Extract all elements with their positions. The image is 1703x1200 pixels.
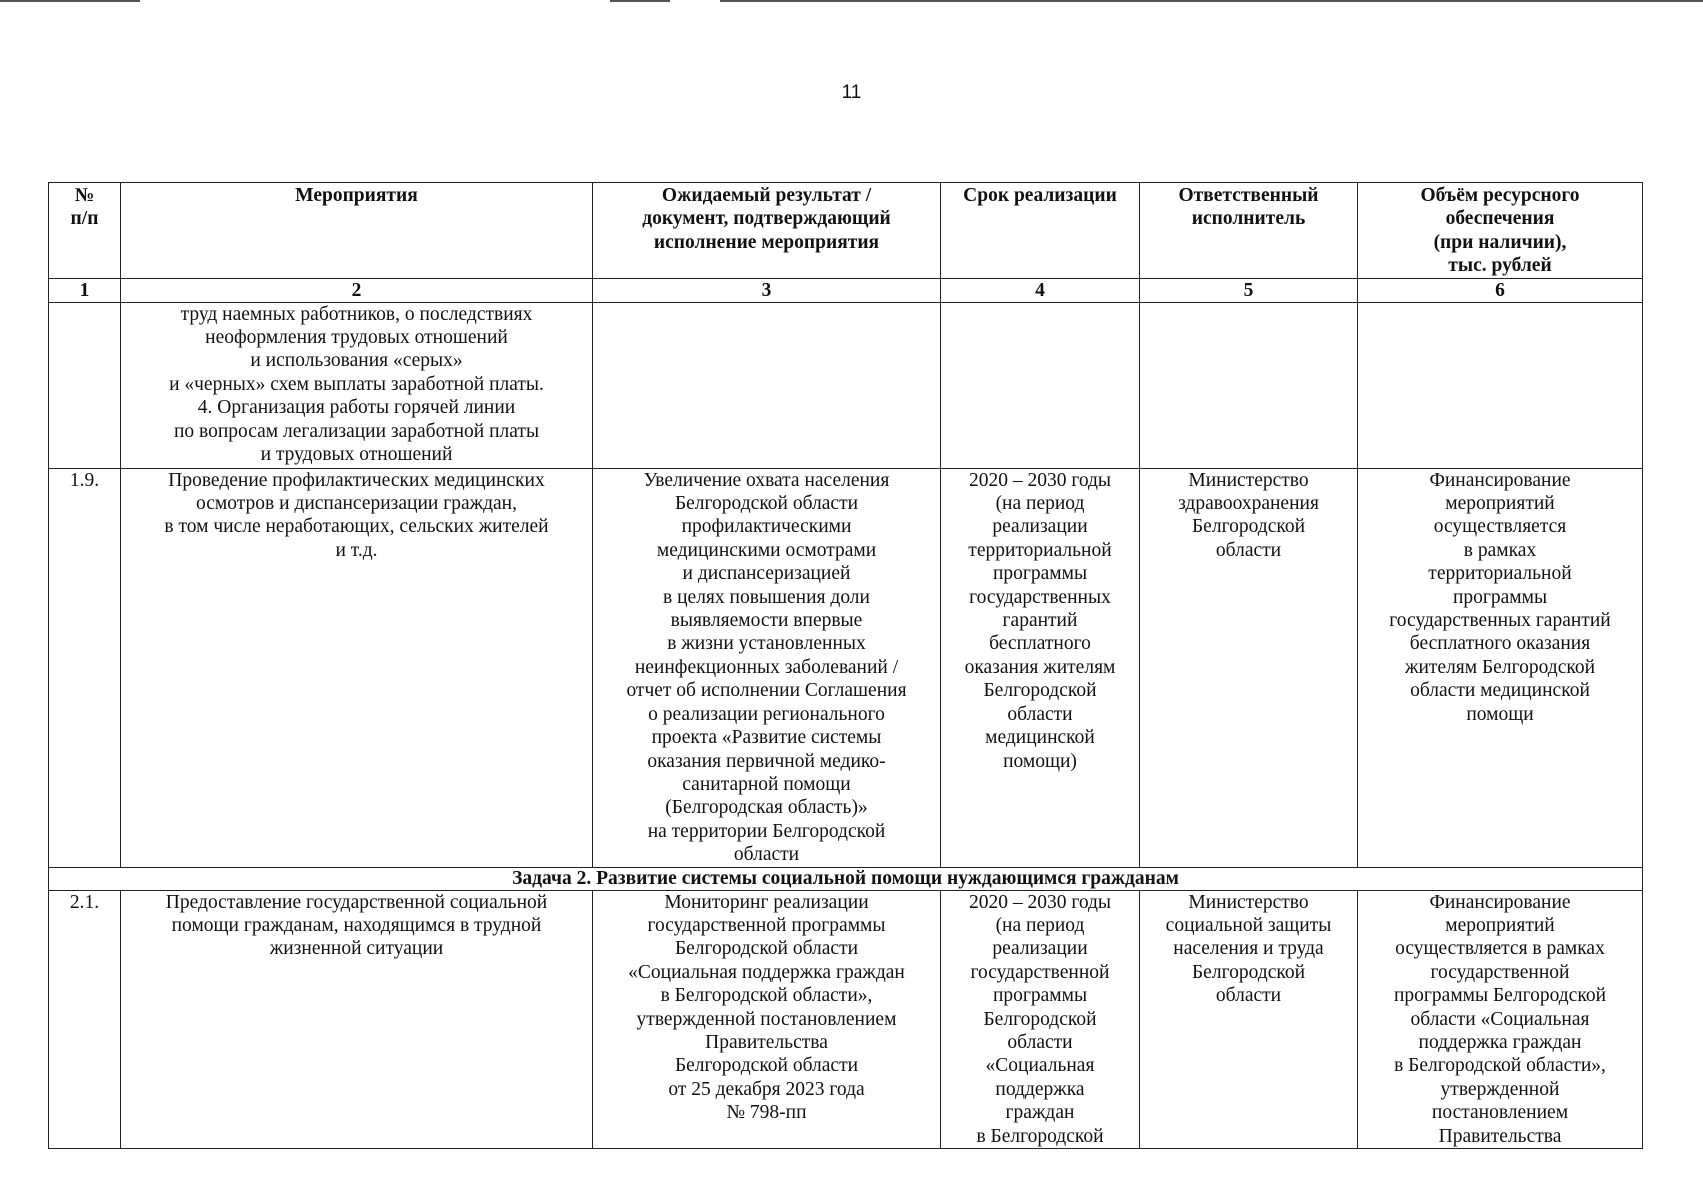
- row-measure: Проведение профилактических медицинских осмотров и диспансеризации граждан, в том числе неработающих, сельских жителей и т.д.: [121, 468, 593, 867]
- table-row: [49, 302, 1643, 468]
- column-number: 2: [121, 278, 593, 302]
- column-number: 1: [49, 278, 121, 302]
- column-number: 6: [1358, 278, 1643, 302]
- table-row: [49, 468, 1643, 867]
- scan-edge-line: [0, 0, 140, 2]
- row-term: [941, 302, 1140, 468]
- header-measures: Мероприятия: [121, 183, 593, 279]
- row-number: 1.9.: [49, 468, 121, 867]
- row-funding: Финансирование мероприятий осуществляется в рамках государственной программы Белгородской области «Социальная поддержка граждан в Белгородской области», утвержденной постановлением Правительства: [1358, 890, 1643, 1148]
- row-measure: труд наемных работников, о последствиях неоформления трудовых отношений и использования «серых» и «черных» схем выплаты заработной платы. 4. Организация работы горячей линии по вопросам легализации заработной платы и трудовых отношений: [121, 302, 593, 468]
- row-funding: Финансирование мероприятий осуществляется в рамках территориальной программы государственных гарантий бесплатного оказания жителям Белгородской области медицинской помощи: [1358, 468, 1643, 867]
- row-number: [49, 302, 121, 468]
- row-number: 2.1.: [49, 890, 121, 1148]
- task-heading: Задача 2. Развитие системы социальной помощи нуждающимся гражданам: [49, 867, 1643, 890]
- header-expected-result: Ожидаемый результат / документ, подтверждающий исполнение мероприятия: [593, 183, 941, 279]
- task-heading-row: [49, 867, 1643, 890]
- row-result: Увеличение охвата населения Белгородской области профилактическими медицинскими осмотрами и диспансеризацией в целях повышения доли выявляемости впервые в жизни установленных неинфекционных заболеваний / отчет об исполнении Соглашения о реализации регионального проекта «Развитие системы оказания первичной медико- санитарной помощи (Белгородская область)» на территории Белгородской области: [593, 468, 941, 867]
- column-number-row: [49, 278, 1643, 302]
- header-executor: Ответственный исполнитель: [1140, 183, 1358, 279]
- action-plan-table: [48, 182, 1643, 1149]
- row-term: 2020 – 2030 годы (на период реализации государственной программы Белгородской области «Социальная поддержка граждан в Белгородской: [941, 890, 1140, 1148]
- column-number: 5: [1140, 278, 1358, 302]
- row-executor: Министерство здравоохранения Белгородской области: [1140, 468, 1358, 867]
- header-number: № п/п: [49, 183, 121, 279]
- row-result: [593, 302, 941, 468]
- scan-edge-line: [720, 0, 1703, 2]
- row-result: Мониторинг реализации государственной программы Белгородской области «Социальная поддержка граждан в Белгородской области», утвержденной постановлением Правительства Белгородской области от 25 декабря 2023 года № 798-пп: [593, 890, 941, 1148]
- row-term: 2020 – 2030 годы (на период реализации территориальной программы государственных гарантий бесплатного оказания жителям Белгородской области медицинской помощи): [941, 468, 1140, 867]
- table-header-row: [49, 183, 1643, 279]
- header-term: Срок реализации: [941, 183, 1140, 279]
- row-funding: [1358, 302, 1643, 468]
- row-executor: [1140, 302, 1358, 468]
- header-funding: Объём ресурсного обеспечения (при наличии), тыс. рублей: [1358, 183, 1643, 279]
- table-row: [49, 890, 1643, 1148]
- scan-edge-line: [610, 0, 670, 2]
- column-number: 3: [593, 278, 941, 302]
- row-executor: Министерство социальной защиты населения и труда Белгородской области: [1140, 890, 1358, 1148]
- row-measure: Предоставление государственной социальной помощи гражданам, находящимся в трудной жизненной ситуации: [121, 890, 593, 1148]
- column-number: 4: [941, 278, 1140, 302]
- page-number: 11: [841, 82, 862, 103]
